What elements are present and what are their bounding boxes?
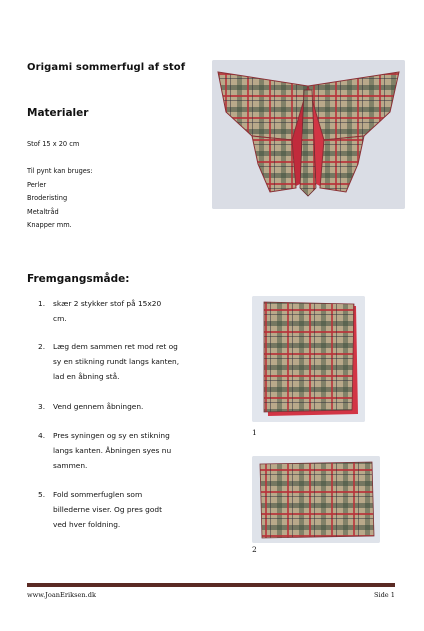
step-number: 4. [38, 431, 46, 440]
materials-heading: Materialer [27, 107, 89, 119]
step-5: 5. Fold sommerfuglen som billederne viser. Og pres godt ved hver foldning. [38, 487, 218, 532]
step-2: 2. Læg dem sammen ret mod ret og sy en stikning rundt langs kanten, lad en åbning stå. [38, 339, 218, 399]
step-number: 5. [38, 490, 46, 499]
step-photo-1 [252, 296, 365, 422]
procedure-heading: Fremgangsmåde: [27, 273, 130, 285]
extras-item: Perler [27, 180, 47, 189]
extras-item: Knapper mm. [27, 221, 72, 229]
extras-item: Broderisting [27, 194, 68, 202]
steps-list [38, 296, 218, 532]
step-number: 3. [38, 402, 46, 411]
extras-heading: Til pynt kan bruges: [27, 167, 93, 175]
photo-caption-1: 1 [252, 428, 257, 437]
fabric-size-text: Stof 15 x 20 cm [27, 140, 80, 148]
step-photo-2 [252, 456, 380, 543]
extras-item: Metaltråd [27, 207, 59, 216]
step-4: 4. Pres syningen og sy en stikning langs kanten. Åbningen syes nu sammen. [38, 428, 218, 487]
extras-section [27, 165, 93, 233]
step-number: 1. [38, 299, 46, 308]
step-3: 3. Vend gennem åbningen. [38, 399, 218, 428]
butterfly-photo [212, 60, 405, 209]
photo-caption-2: 2 [252, 545, 257, 554]
footer-website: www.JoanEriksen.dk [27, 591, 96, 599]
step-1: 1. skær 2 stykker stof på 15x20 cm. [38, 296, 218, 339]
footer-divider [27, 583, 395, 587]
step-number: 2. [38, 342, 46, 351]
page-title: Origami sommerfugl af stof [27, 62, 186, 73]
footer-page-number: Side 1 [373, 591, 395, 599]
